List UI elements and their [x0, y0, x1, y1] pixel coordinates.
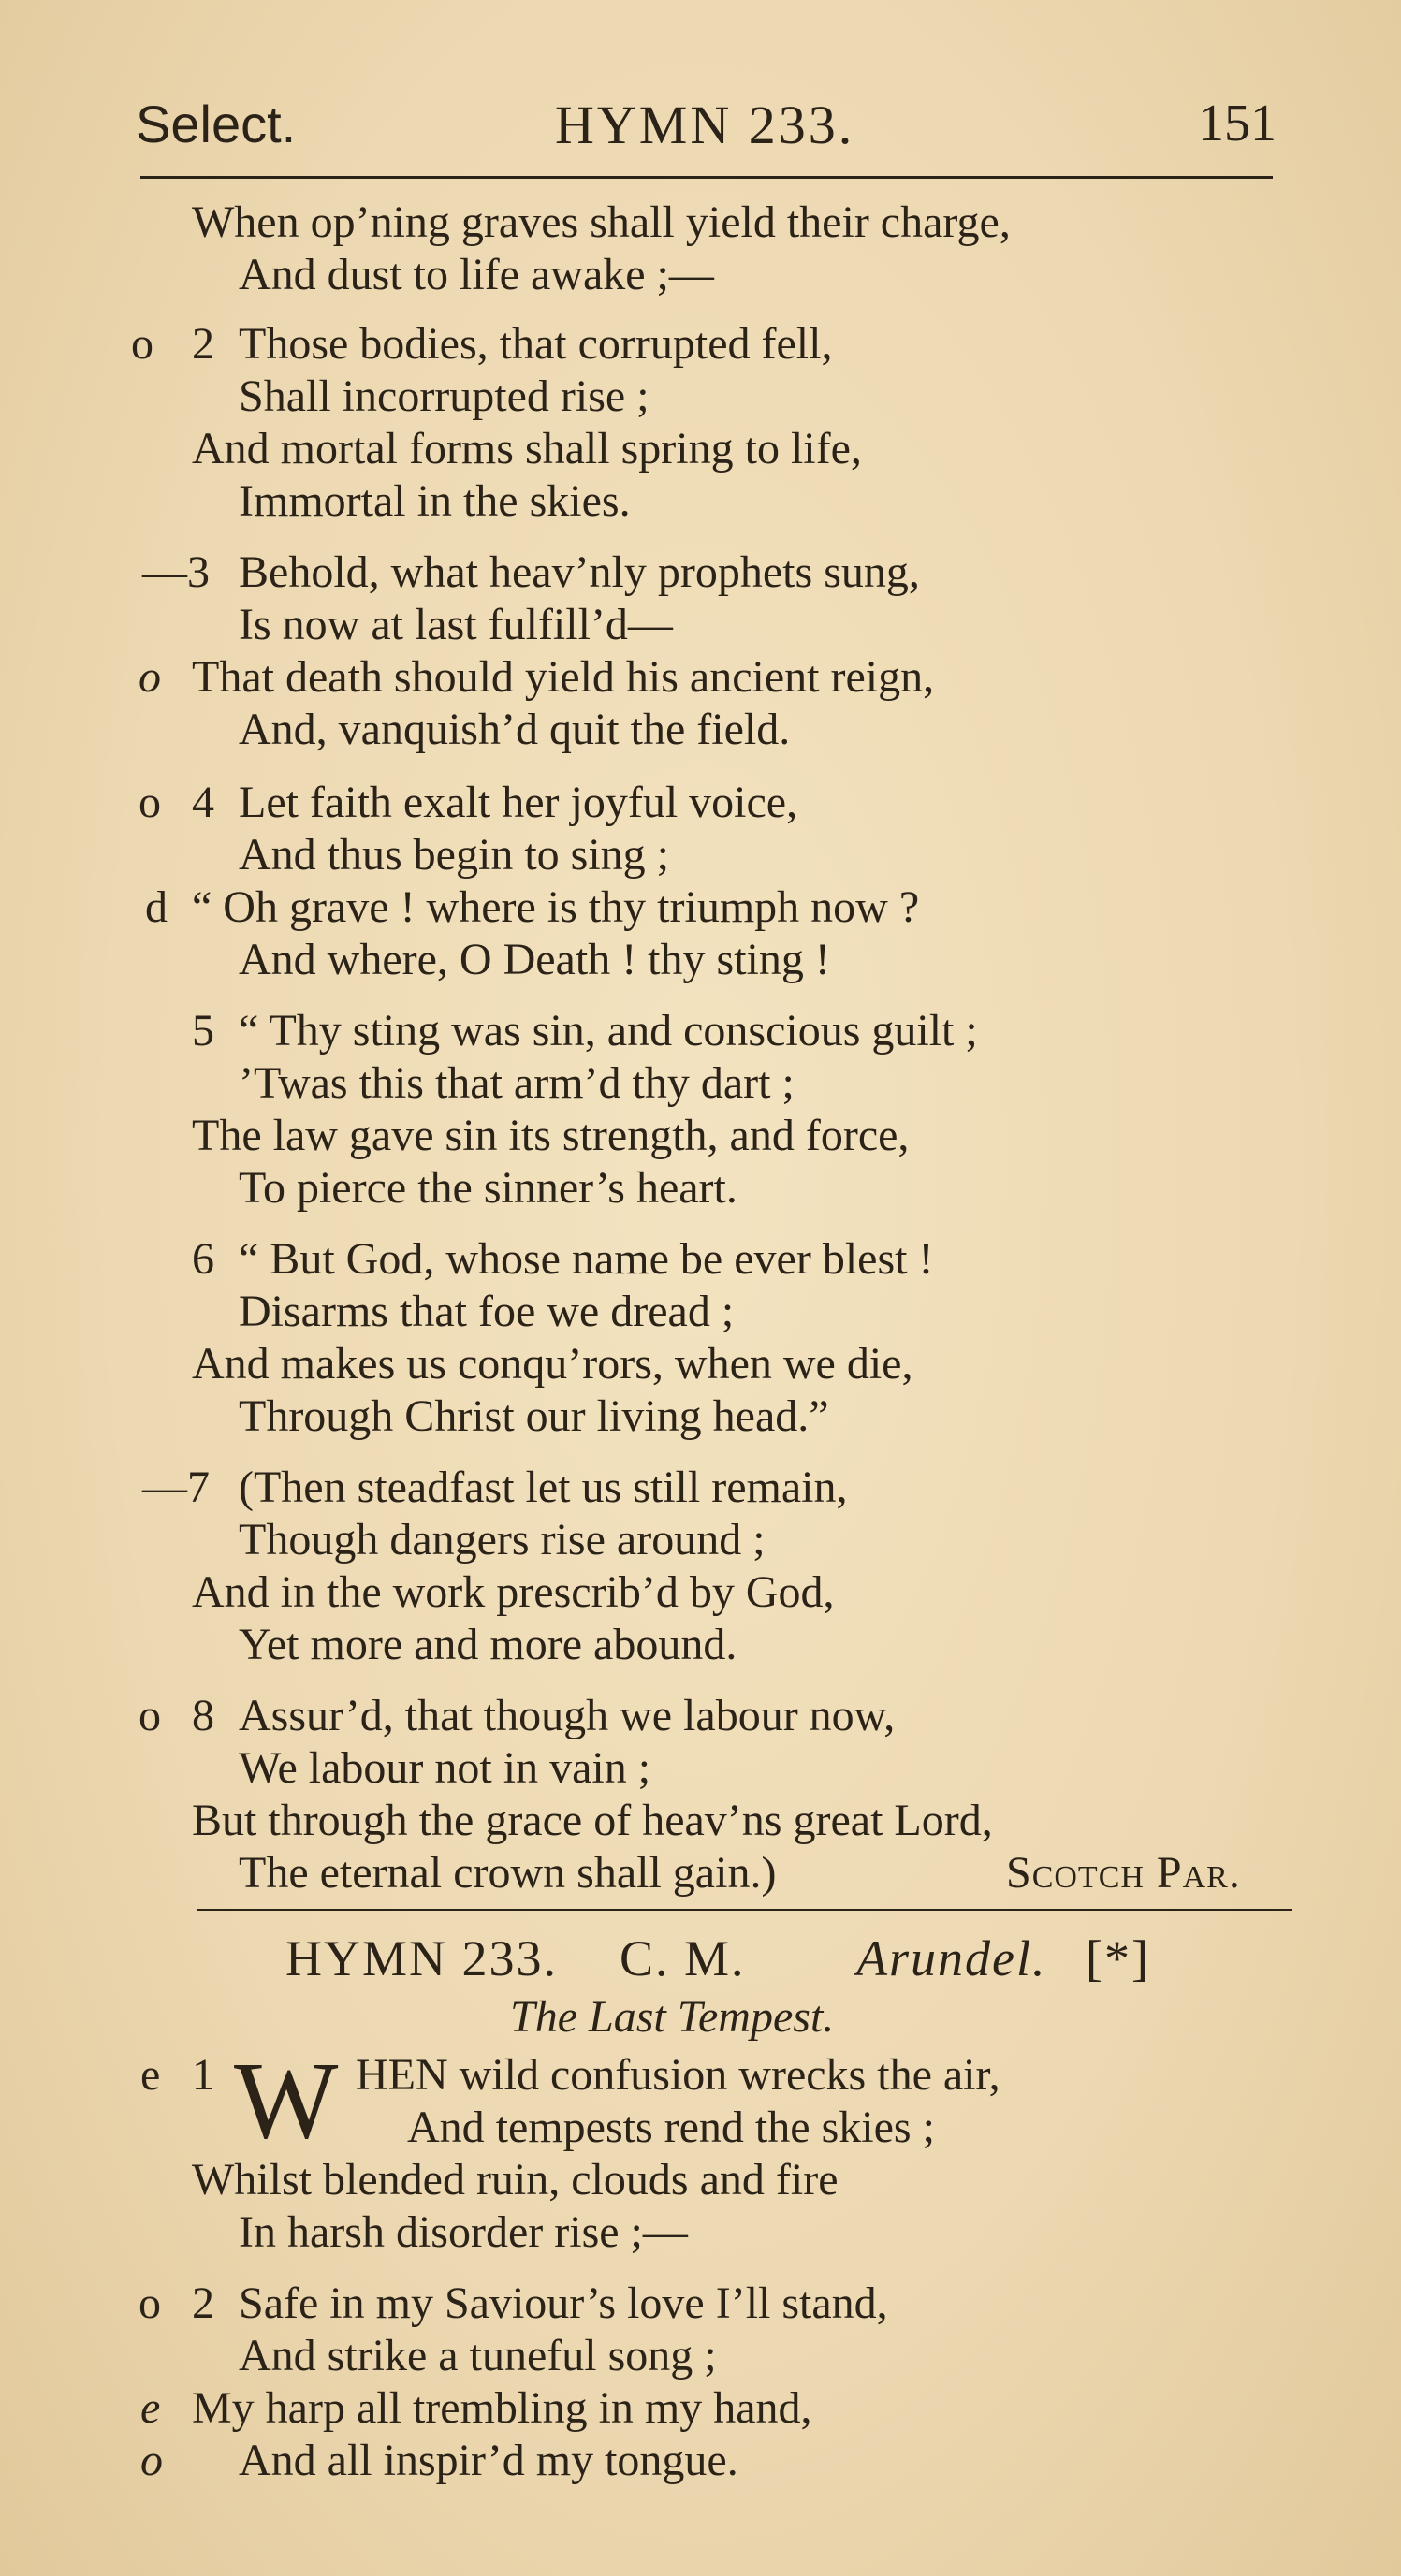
running-head-title: HYMN 233.	[555, 95, 855, 155]
verse-line: And all inspir’d my tongue.	[239, 2436, 738, 2485]
verse-line: Behold, what heav’nly prophets sung,	[239, 547, 920, 597]
dynamic-mark: o	[139, 778, 161, 827]
hymn-heading: HYMN 233.	[285, 1930, 559, 1987]
verse-line: Through Christ our living head.”	[239, 1391, 829, 1441]
drop-cap: W	[234, 2039, 339, 2161]
verse-line: My harp all trembling in my hand,	[192, 2383, 812, 2433]
hymn-meter: C. M.	[620, 1930, 746, 1987]
verse-line: Those bodies, that corrupted fell,	[239, 319, 833, 369]
verse-line: Immortal in the skies.	[239, 476, 631, 526]
stanza-number: 8	[192, 1691, 214, 1740]
verse-line: And tempests rend the skies ;	[407, 2103, 935, 2152]
verse-line: Safe in my Saviour’s love I’ll stand,	[239, 2278, 888, 2328]
header-rule	[140, 176, 1273, 179]
verse-line: Though dangers rise around ;	[239, 1515, 766, 1565]
dynamic-mark: e	[140, 2383, 161, 2433]
stanza-number: —3	[142, 547, 210, 597]
verse-line: Disarms that foe we dread ;	[239, 1287, 735, 1336]
dynamic-mark: o	[139, 1691, 161, 1740]
verse-line: In harsh disorder rise ;—	[239, 2207, 688, 2257]
verse-line: Yet more and more abound.	[239, 1620, 737, 1669]
verse-line: And makes us conqu’rors, when we die,	[192, 1339, 913, 1389]
stanza-number: 1	[192, 2050, 214, 2100]
dynamic-mark: o	[139, 652, 161, 702]
verse-line: But through the grace of heav’ns great Lord,	[192, 1796, 993, 1845]
verse-line: To pierce the sinner’s heart.	[239, 1163, 737, 1213]
verse-line: Shall incorrupted rise ;	[239, 371, 649, 421]
verse-line: ’Twas this that arm’d thy dart ;	[239, 1058, 795, 1108]
dynamic-mark: e	[140, 2050, 161, 2100]
stanza-number: 2	[192, 2278, 214, 2328]
verse-line: And, vanquish’d quit the field.	[239, 705, 791, 754]
tune-mark: [*]	[1086, 1930, 1150, 1987]
verse-line: When op’ning graves shall yield their charge,	[192, 197, 1011, 247]
verse-line: That death should yield his ancient reign,	[192, 652, 935, 702]
running-head-left: Select.	[136, 95, 297, 153]
verse-line: (Then steadfast let us still remain,	[239, 1463, 848, 1512]
verse-line: The eternal crown shall gain.)	[239, 1848, 777, 1898]
dynamic-mark: o	[140, 2436, 163, 2485]
verse-line: And in the work prescrib’d by God,	[192, 1567, 835, 1617]
stanza-number: 6	[192, 1234, 214, 1284]
verse-line: “ Oh grave ! where is thy triumph now ?	[192, 882, 920, 932]
verse-line: The law gave sin its strength, and force,	[192, 1111, 910, 1160]
dynamic-mark: d	[145, 882, 168, 932]
stanza-number: —7	[142, 1463, 210, 1512]
page-number: 151	[1198, 95, 1277, 153]
verse-line: We labour not in vain ;	[239, 1743, 651, 1793]
dynamic-mark: o	[131, 319, 153, 369]
verse-line: And dust to life awake ;—	[239, 250, 714, 299]
attribution: Scotch Par.	[1006, 1848, 1241, 1898]
stanza-number: 2	[192, 319, 214, 369]
verse-line: And thus begin to sing ;	[239, 830, 670, 880]
verse-line: HEN wild confusion wrecks the air,	[356, 2050, 1000, 2100]
verse-line: Is now at last fulfill’d—	[239, 600, 673, 649]
hymn-tune: Arundel.	[856, 1930, 1047, 1987]
stanza-number: 5	[192, 1006, 214, 1055]
verse-line: And where, O Death ! thy sting !	[239, 935, 830, 984]
stanza-number: 4	[192, 778, 214, 827]
dynamic-mark: o	[139, 2278, 161, 2328]
verse-line: “ But God, whose name be ever blest !	[239, 1234, 934, 1284]
verse-line: Let faith exalt her joyful voice,	[239, 778, 798, 827]
hymn-subtitle: The Last Tempest.	[510, 1992, 835, 2042]
verse-line: “ Thy sting was sin, and conscious guilt ;	[239, 1006, 978, 1055]
verse-line: And mortal forms shall spring to life,	[192, 424, 862, 473]
running-head	[0, 94, 1401, 168]
verse-line: Assur’d, that though we labour now,	[239, 1691, 896, 1740]
section-rule	[197, 1909, 1292, 1911]
verse-line: Whilst blended ruin, clouds and fire	[192, 2155, 839, 2205]
verse-line: And strike a tuneful song ;	[239, 2331, 717, 2380]
